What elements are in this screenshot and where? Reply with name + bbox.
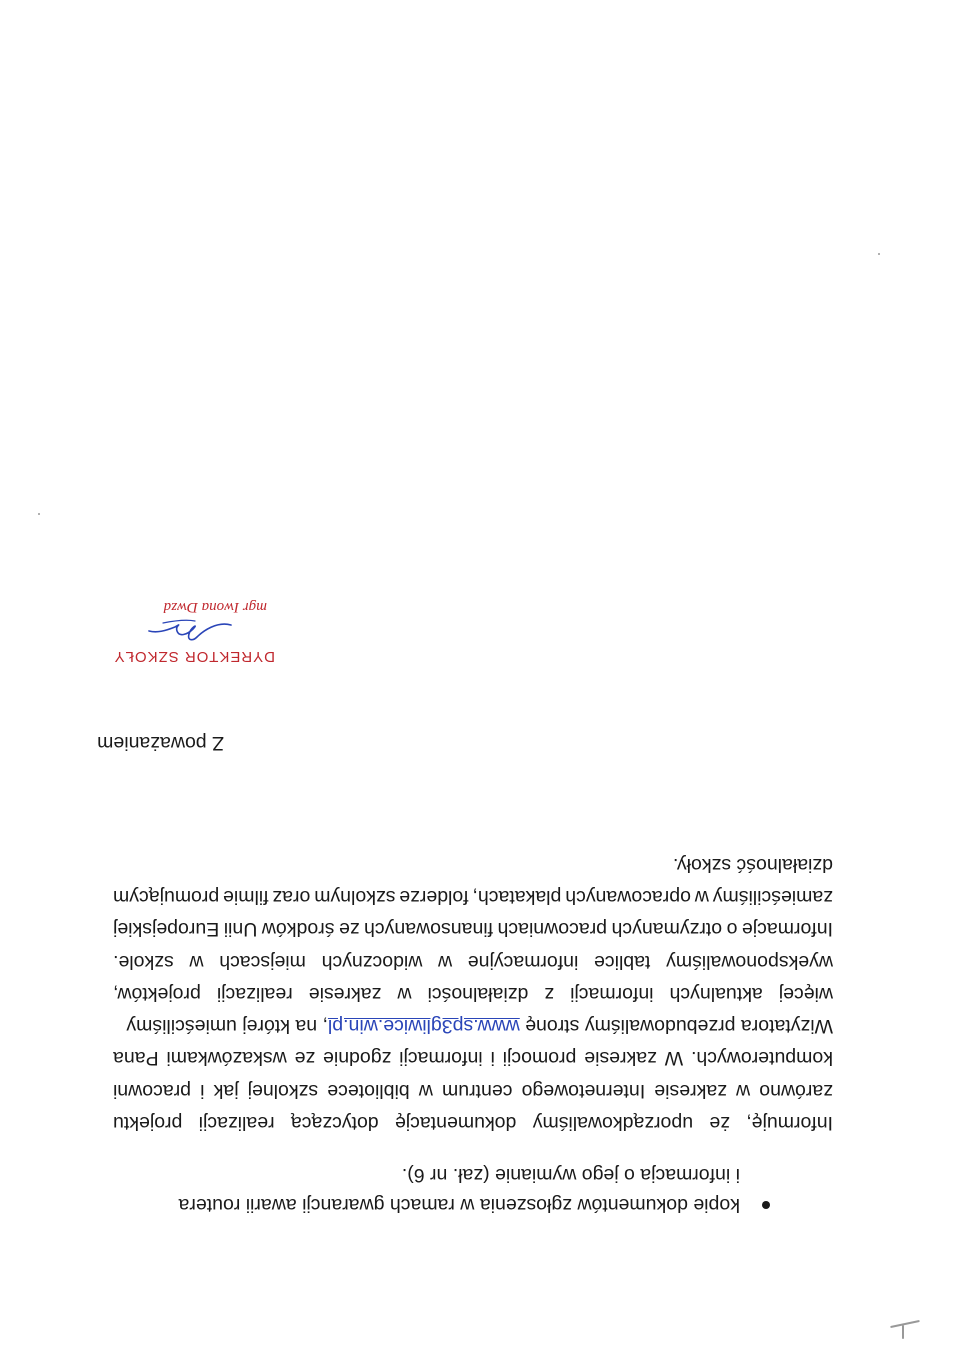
paragraph-line [113, 848, 833, 880]
paragraph-word: szkolnym [314, 885, 396, 908]
paragraph-word: Informuję, [746, 1112, 833, 1134]
bullet-dot-icon [762, 1201, 770, 1209]
paragraph-word: realizacji [198, 1112, 275, 1134]
paragraph-word: filmie [223, 885, 269, 908]
stamp-title: DYREKTOR SZKOŁY [113, 648, 275, 665]
paragraph-last-line: działalność szkoły. [672, 853, 833, 876]
paragraph-word: centrum [442, 1079, 513, 1102]
paragraph-word: realizacji [216, 982, 293, 1005]
scan-speck [902, 1325, 904, 1339]
paragraph-word: i [490, 1047, 495, 1070]
paragraph-line [113, 945, 833, 977]
scan-speck [878, 253, 880, 255]
paragraph-word: zakresie [584, 1047, 657, 1070]
paragraph-word: zarówno [759, 1079, 833, 1102]
paragraph-word: działalności [427, 982, 529, 1005]
paragraph-line-with-link [113, 1010, 833, 1042]
paragraph-word: informacyjne [467, 950, 579, 973]
paragraph-word: Internetowego [521, 1079, 646, 1102]
paragraph-word: opracowanych [565, 885, 691, 908]
bullet-text-line-2: i informacja o jego wymianie (zał. nr 6). [401, 1164, 740, 1186]
paragraph-word: folderze [399, 885, 469, 908]
paragraph-word: zamieściliśmy [712, 885, 833, 908]
paragraph-word: bibliotece [327, 1079, 410, 1102]
paragraph-word: Informacje [741, 918, 833, 941]
paragraph-word: o [726, 918, 738, 941]
paragraph-word: w [736, 1079, 751, 1102]
paragraph-word: Europejskiej [113, 918, 220, 941]
line-text-before-link: Wizytatora przebudowaliśmy stronę [525, 1015, 833, 1038]
paragraph-word: wskazówkami [166, 1047, 287, 1070]
paragraph-word: i [200, 1079, 205, 1102]
paragraph-word: widocznych [321, 950, 423, 973]
paragraph-word: dokumentację [394, 1112, 517, 1134]
paragraph-word: szkole. [113, 950, 174, 973]
paragraph-word: aktualnych [669, 982, 763, 1005]
paragraph-word: oraz [272, 885, 311, 908]
paragraph-word: dotyczącą [290, 1112, 379, 1134]
bullet-text-line-1: kopie dokumentów zgłoszenia w ramach gwarancji awarii routera [178, 1194, 740, 1216]
paragraph-line [113, 1074, 833, 1106]
line-text-after-link: , na której umieściliśmy [126, 1015, 328, 1038]
paragraph-word: informacji [570, 982, 654, 1005]
paragraph-line [113, 881, 833, 913]
paragraph-word: promocji [502, 1047, 577, 1070]
paragraph-word: ze [338, 918, 360, 941]
paragraph-word: zgodnie [323, 1047, 392, 1070]
paragraph-word: Pana [113, 1047, 159, 1070]
paragraph-word: w [418, 1079, 433, 1102]
paragraph-word: w [189, 950, 204, 973]
bullet-item-continuation [130, 1160, 770, 1190]
scan-speck [890, 1320, 920, 1328]
paragraph-line [113, 1107, 833, 1139]
paragraph-word: Unii [223, 918, 258, 941]
paragraph-word: że [709, 1112, 730, 1134]
paragraph-word: finansowanych [364, 918, 494, 941]
paragraph-word: plakatach, [472, 885, 562, 908]
paragraph-line [113, 913, 833, 945]
paragraph-line [113, 978, 833, 1010]
main-paragraph [113, 848, 833, 1139]
school-website-link[interactable]: www.sp3gliwice.win.pl [327, 1015, 520, 1038]
paragraph-word: miejscach [219, 950, 306, 973]
paragraph-word: zakresie [308, 982, 382, 1005]
signature-icon [145, 615, 235, 647]
paragraph-word: komputerowych. [691, 1047, 833, 1070]
paragraph-word: zakresie [654, 1079, 727, 1102]
paragraph-word: z [544, 982, 555, 1005]
director-stamp [75, 555, 275, 665]
paragraph-word: otrzymanych [611, 918, 723, 941]
paragraph-word: projektu [113, 1112, 183, 1134]
bullet-item [130, 1190, 770, 1220]
paragraph-word: więcej [778, 982, 833, 1005]
paragraph-word: jak [213, 1079, 239, 1102]
paragraph-word: w [438, 950, 453, 973]
stamp-signatory-name: mgr Iwona Dwzd [163, 599, 267, 615]
paragraph-word: pracowniach [497, 918, 608, 941]
paragraph-word: projektów, [113, 982, 201, 1005]
paragraph-word: uporządkowaliśmy [532, 1112, 694, 1134]
paragraph-line [113, 1042, 833, 1074]
scan-speck [38, 513, 40, 515]
paragraph-word: promującym [113, 885, 220, 908]
paragraph-word: W [664, 1047, 684, 1070]
paragraph-word: pracowni [113, 1079, 192, 1102]
paragraph-word: szkolnej [247, 1079, 319, 1102]
bullet-list [130, 1160, 770, 1220]
closing-salutation: Z poważaniem [97, 732, 224, 754]
paragraph-word: wyeksponowaliśmy [666, 950, 833, 973]
paragraph-word: ze [294, 1047, 316, 1070]
paragraph-word: informacji [399, 1047, 483, 1070]
paragraph-word: w [694, 885, 709, 908]
paragraph-word: w [397, 982, 412, 1005]
paragraph-word: tablice [594, 950, 651, 973]
paragraph-word: środków [261, 918, 335, 941]
